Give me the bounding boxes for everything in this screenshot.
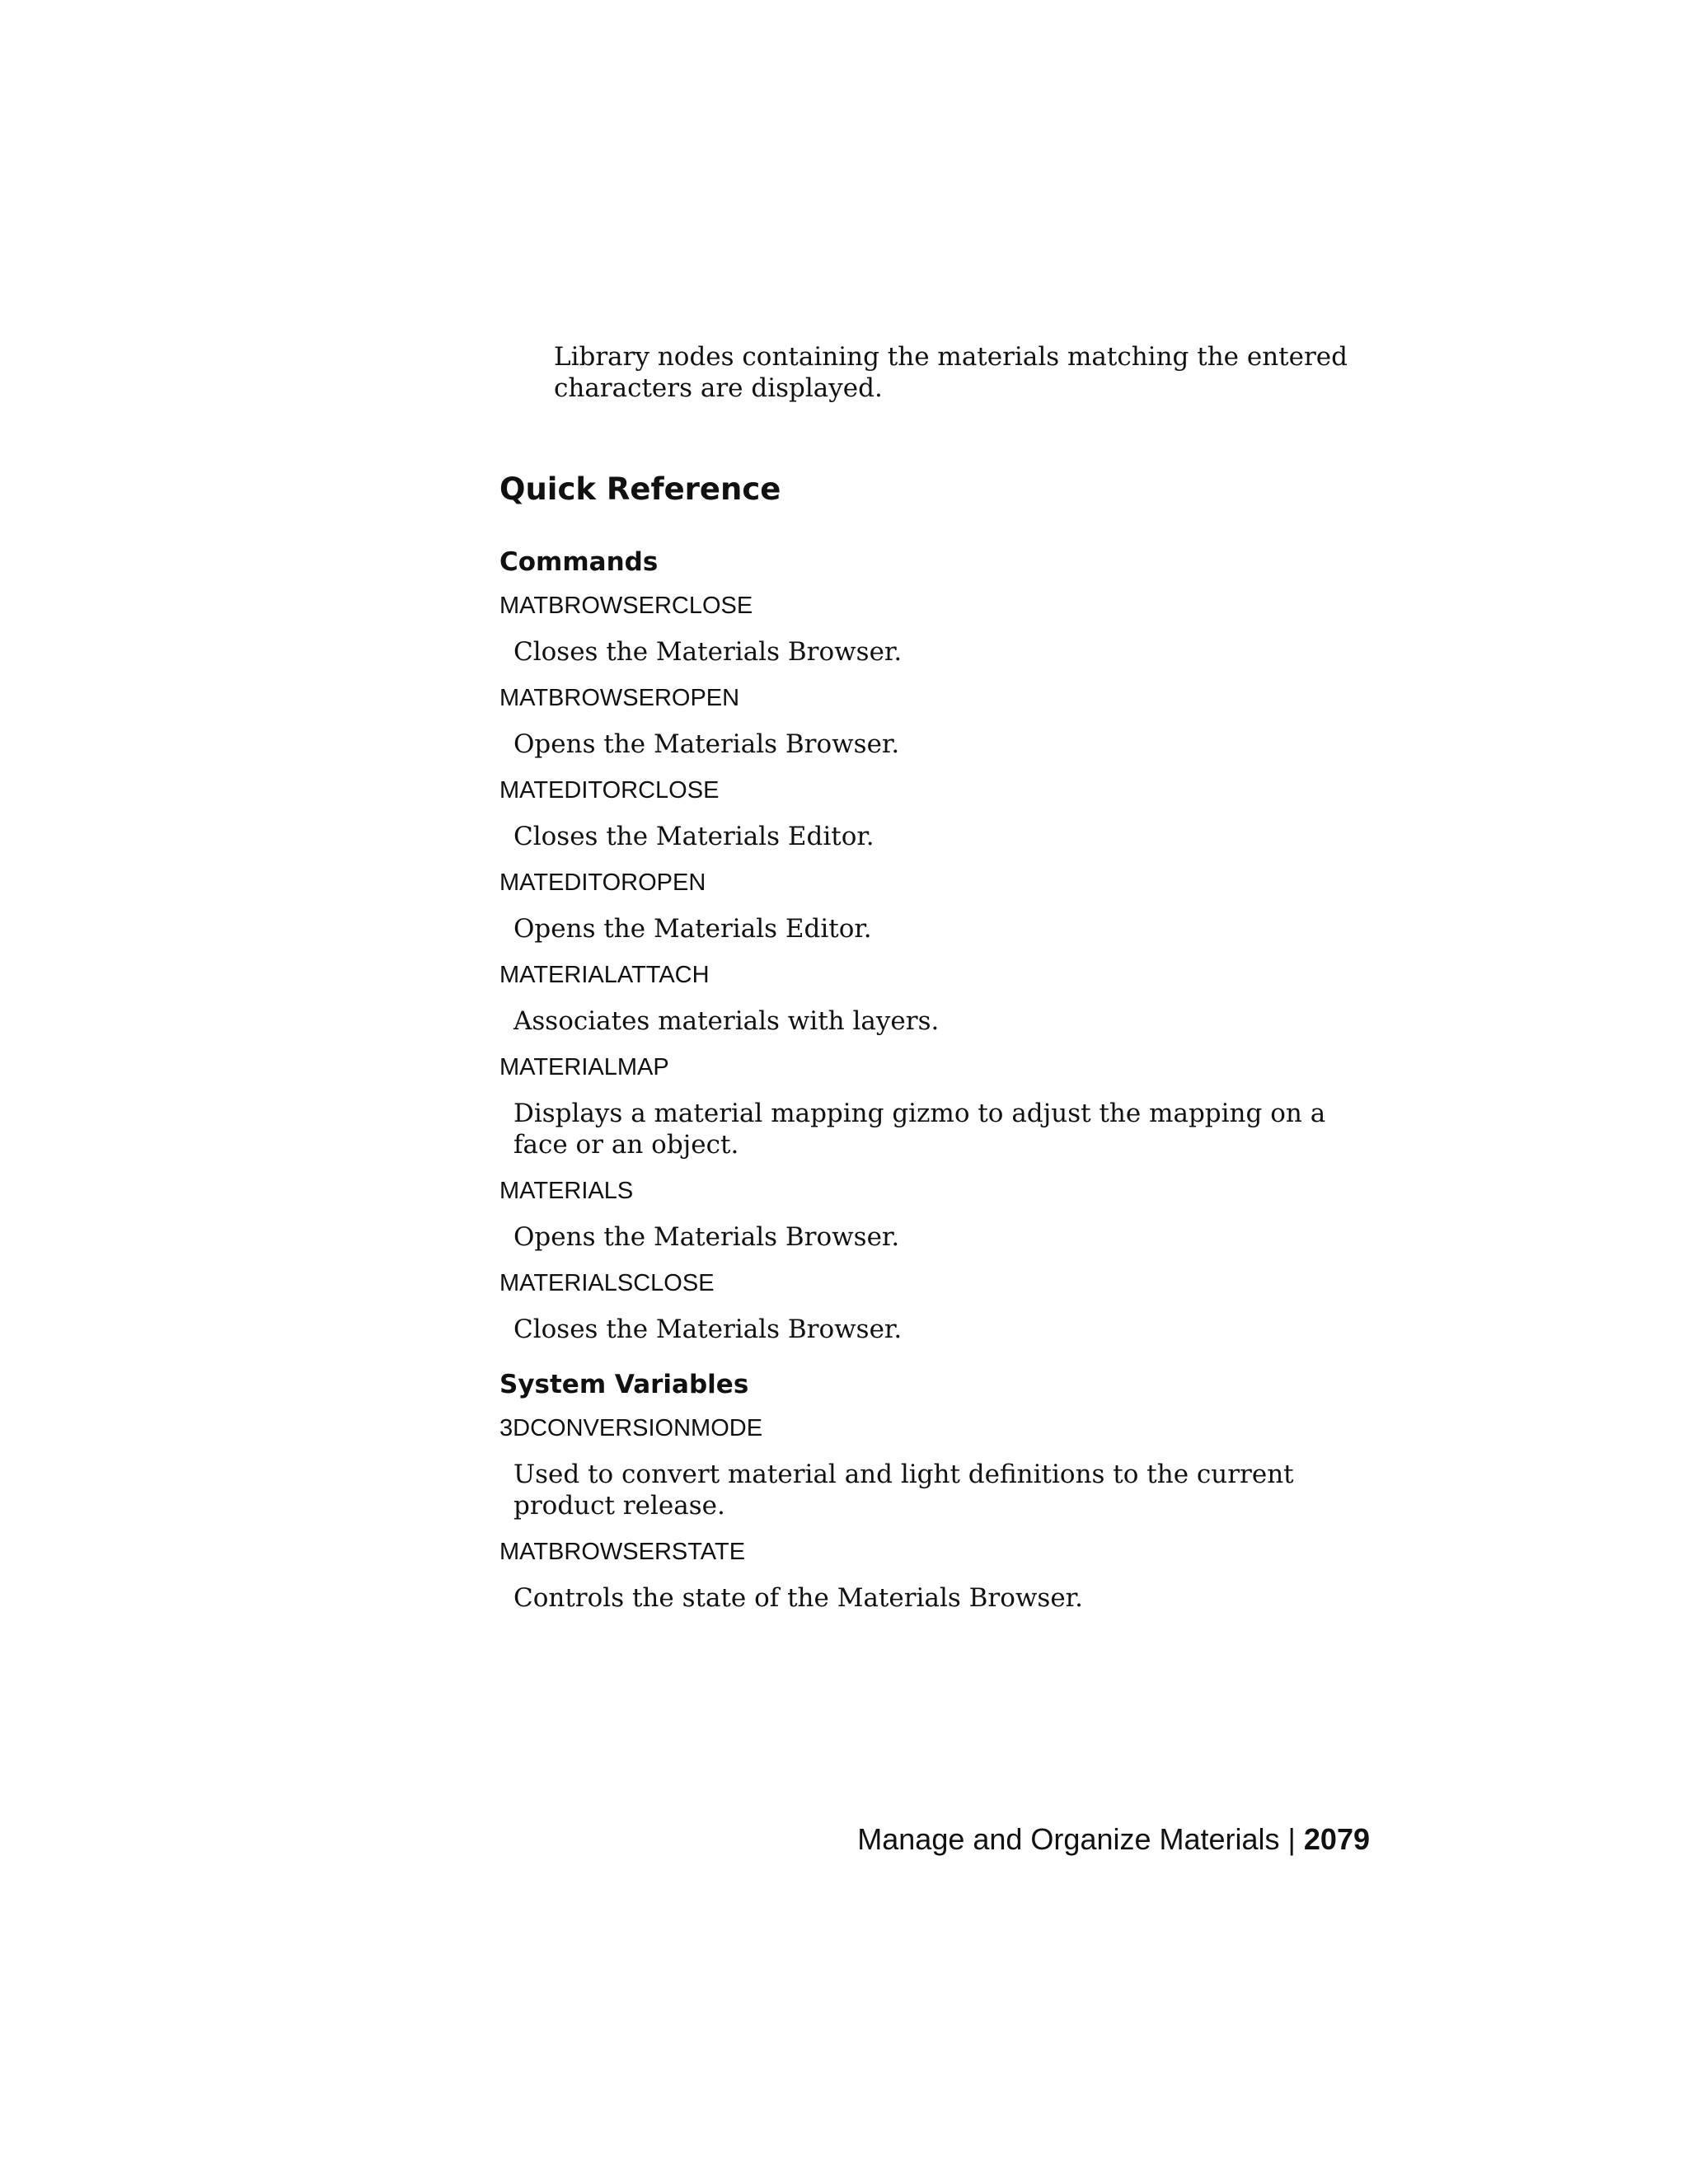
command-entry <box>499 681 1378 760</box>
command-name: MATEDITOROPEN <box>499 869 706 896</box>
system-variable-entry <box>499 1535 1378 1614</box>
system-variable-name: 3DCONVERSIONMODE <box>499 1415 763 1441</box>
command-description: Closes the Materials Browser. <box>513 637 903 667</box>
command-description: Opens the Materials Browser. <box>513 1222 900 1252</box>
command-entry <box>499 1174 1378 1253</box>
command-name: MATEDITORCLOSE <box>499 777 720 804</box>
system-variable-description: Controls the state of the Materials Browser. <box>513 1583 1083 1613</box>
command-entry <box>499 1050 1378 1160</box>
command-name: MATERIALS <box>499 1178 634 1204</box>
command-description: Closes the Materials Browser. <box>513 1315 903 1344</box>
system-variable-description: Used to convert material and light definitions to the current product release. <box>513 1460 1294 1521</box>
system-variables-heading: System Variables <box>499 1370 749 1399</box>
section-title: Quick Reference <box>499 471 781 507</box>
command-name: MATBROWSERCLOSE <box>499 593 753 619</box>
command-name: MATERIALMAP <box>499 1054 669 1080</box>
command-entry <box>499 865 1378 944</box>
footer-separator: | <box>1287 1822 1296 1856</box>
command-entry <box>499 588 1378 668</box>
command-entry <box>499 773 1378 852</box>
footer-section-title: Manage and Organize Materials <box>857 1822 1280 1856</box>
system-variable-name: MATBROWSERSTATE <box>499 1539 746 1565</box>
command-description: Closes the Materials Editor. <box>513 822 874 851</box>
command-description: Opens the Materials Editor. <box>513 914 872 944</box>
command-name: MATERIALATTACH <box>499 962 710 988</box>
command-name: MATBROWSEROPEN <box>499 685 740 711</box>
command-description: Opens the Materials Browser. <box>513 729 900 759</box>
quick-reference-section <box>499 470 1378 1627</box>
command-name: MATERIALSCLOSE <box>499 1270 715 1296</box>
command-description: Displays a material mapping gizmo to adjust the mapping on a face or an object. <box>513 1099 1326 1160</box>
intro-paragraph: Library nodes containing the materials matching the entered characters are displayed. <box>554 342 1348 403</box>
command-entry <box>499 958 1378 1037</box>
system-variable-entry <box>499 1411 1378 1521</box>
page-footer <box>857 1821 1370 1858</box>
page-number: 2079 <box>1303 1822 1370 1856</box>
command-description: Associates materials with layers. <box>513 1006 940 1036</box>
commands-heading: Commands <box>499 547 659 577</box>
command-entry <box>499 1266 1378 1345</box>
